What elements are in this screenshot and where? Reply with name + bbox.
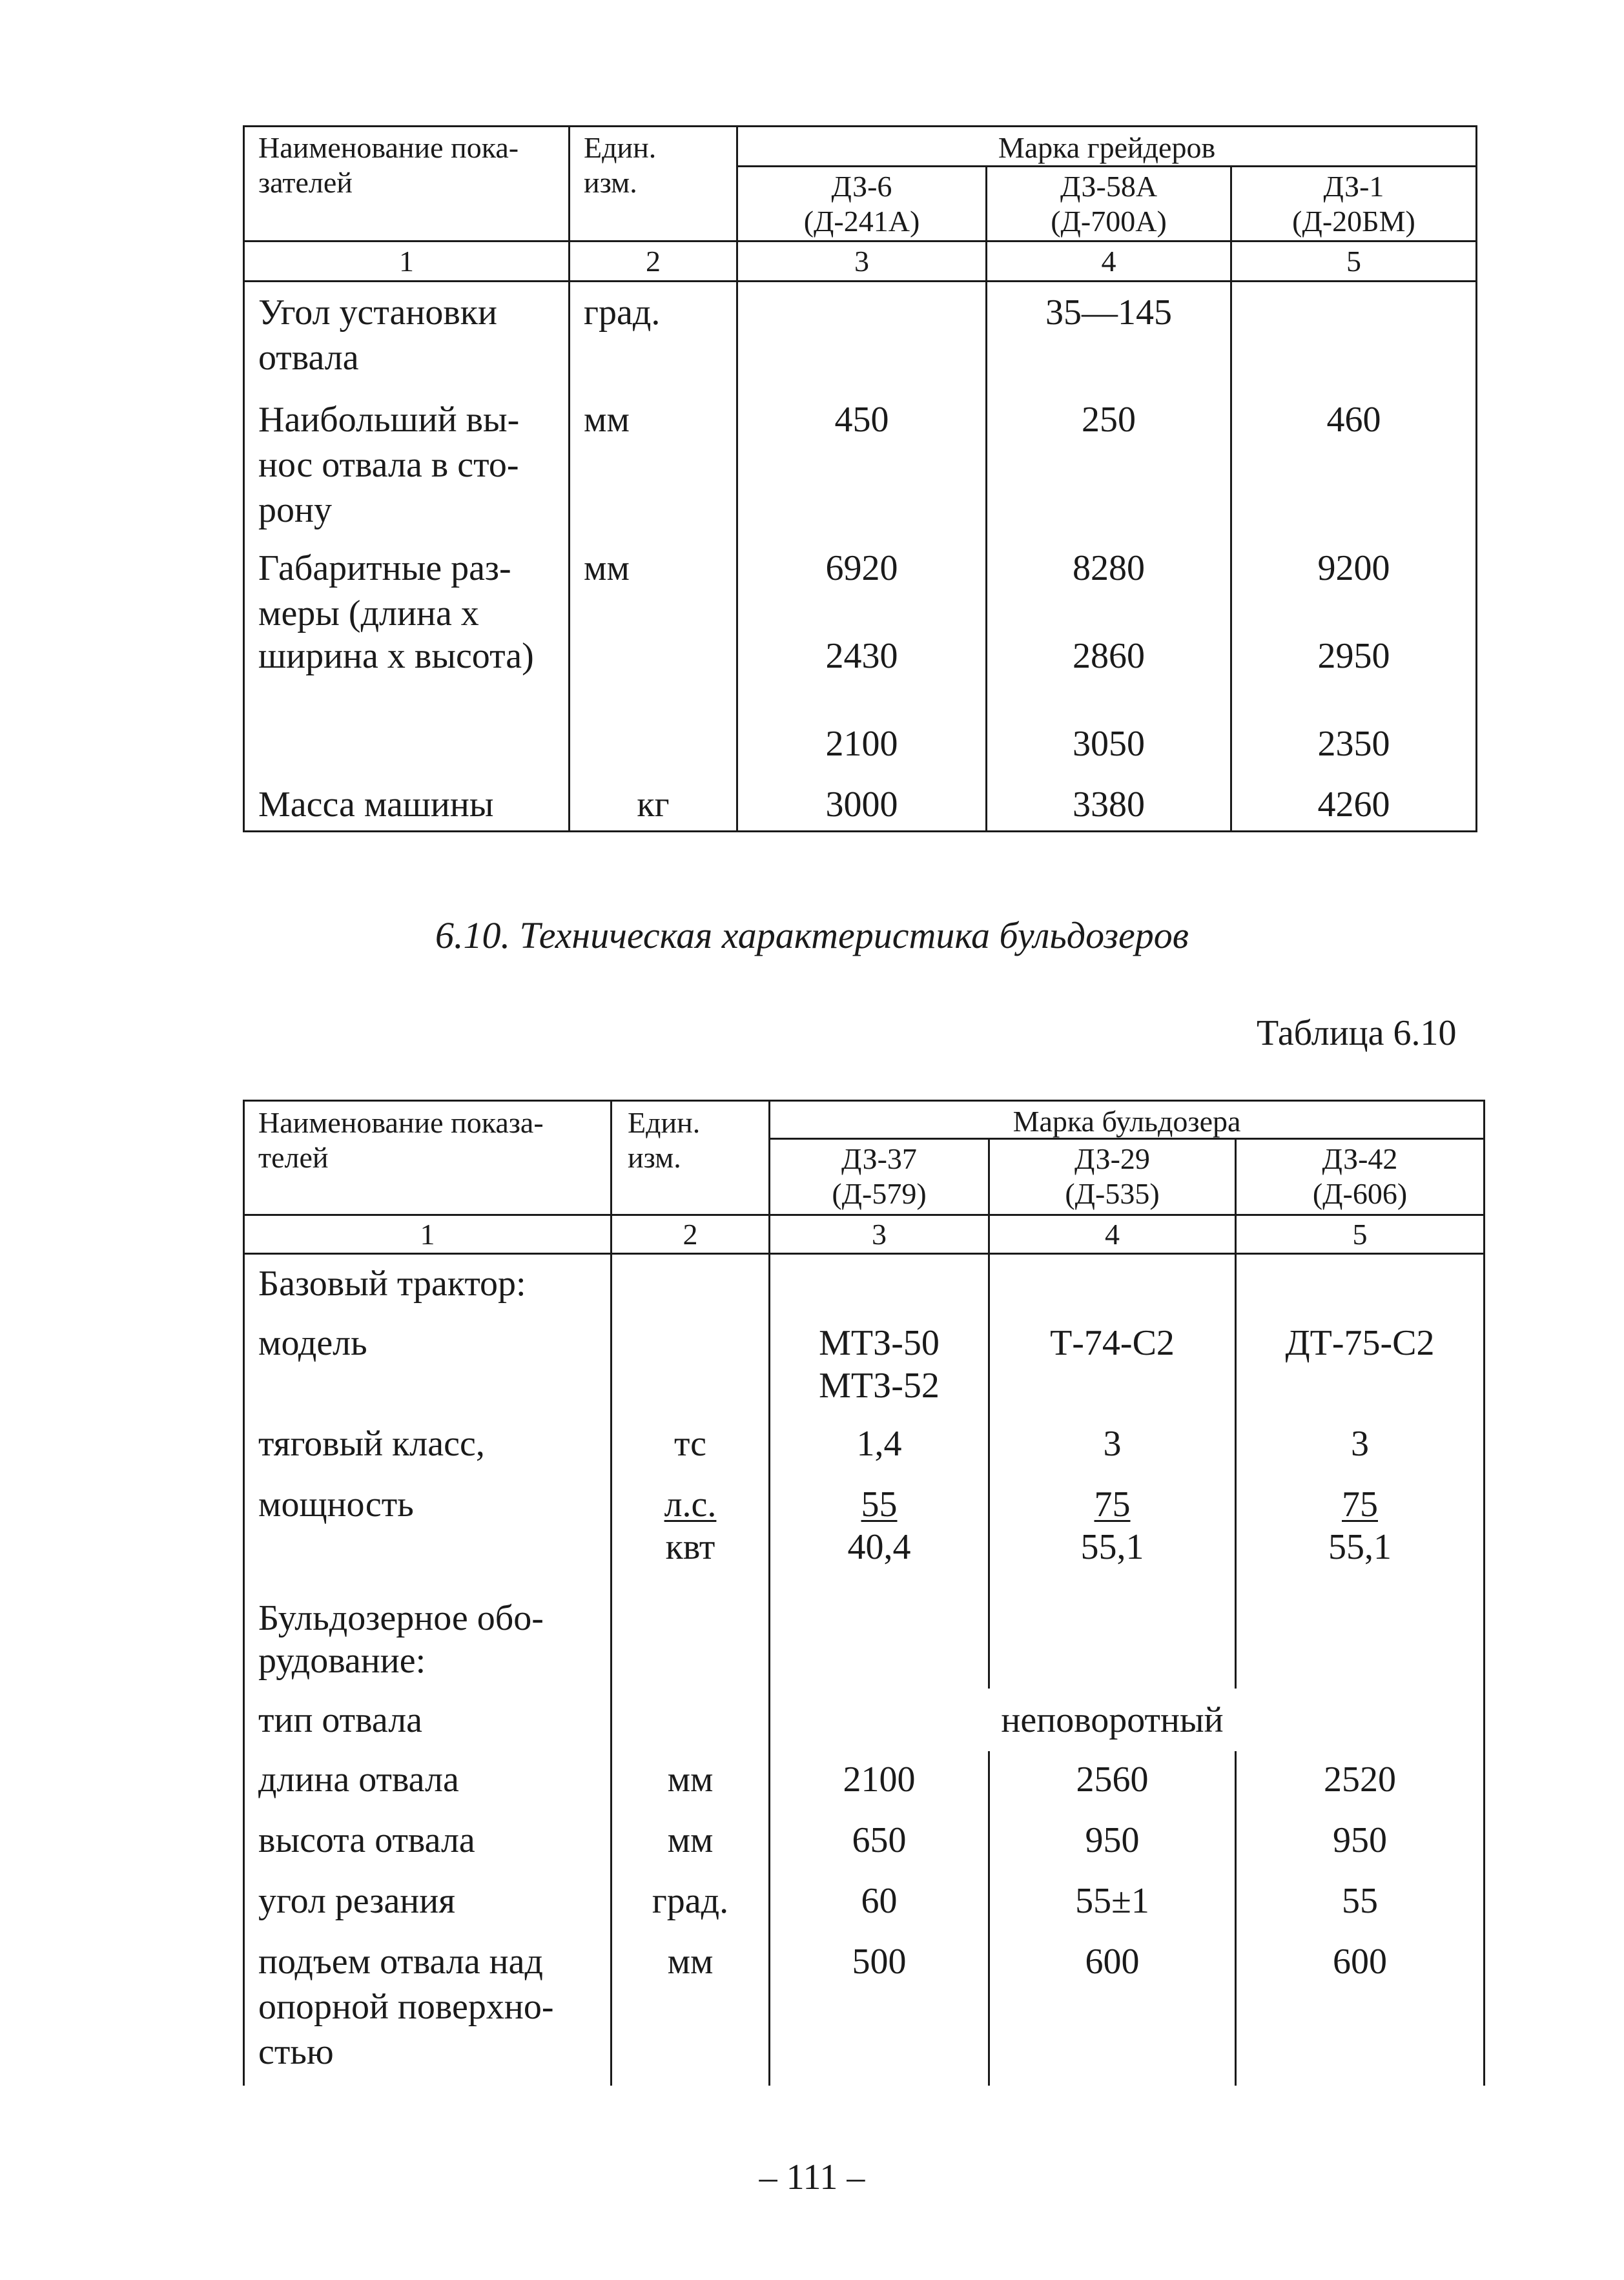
cell-value: 2100: [825, 724, 898, 764]
brand-alt-model: (Д-579): [832, 1177, 927, 1210]
brand-model: ДЗ-1: [1323, 170, 1384, 203]
brand-model: ДЗ-29: [1074, 1142, 1150, 1175]
row-name: угол резания: [258, 1881, 455, 1921]
row-name: Базовый трактор:: [258, 1264, 526, 1304]
cell-value: 2520: [1324, 1760, 1396, 1800]
cell-value: 2350: [1317, 724, 1390, 764]
page-number: – 111 –: [759, 2157, 865, 2197]
row-name: меры (длина х: [258, 593, 479, 633]
cell-value: 650: [852, 1820, 907, 1860]
brand-alt-model: (Д-20БМ): [1292, 205, 1415, 238]
cell-value: МТЗ-52: [819, 1366, 940, 1406]
column-number: 3: [872, 1218, 887, 1251]
column-number: 4: [1101, 245, 1116, 278]
column-number: 3: [854, 245, 869, 278]
cell-value: 950: [1333, 1820, 1387, 1860]
unit-fraction-top: л.с.: [664, 1484, 717, 1525]
cell-value-hp: 75: [1342, 1484, 1378, 1525]
cell-value: 55±1: [1075, 1881, 1149, 1921]
unit-header-line: Един.: [628, 1106, 701, 1139]
cell-value: 3050: [1073, 724, 1145, 764]
brand-alt-model: (Д-241А): [803, 205, 920, 238]
value-cell: [990, 1486, 1235, 1523]
value-cell: [1237, 1486, 1483, 1523]
unit-header-line: изм.: [628, 1141, 681, 1174]
merged-value: неповоротный: [1001, 1700, 1224, 1740]
unit-header-line: Един.: [584, 131, 657, 164]
cell-value: МТЗ-50: [819, 1323, 940, 1363]
unit-cell: [612, 1486, 768, 1523]
cell-value-kw: 55,1: [1328, 1527, 1392, 1567]
brand-model: ДЗ-37: [841, 1142, 917, 1175]
indicator-header-line: Наименование пока-: [258, 131, 519, 164]
cell-value: 3380: [1073, 785, 1145, 825]
row-name: Угол установки: [258, 293, 497, 333]
row-unit: тс: [673, 1424, 706, 1464]
cell-value: 450: [834, 400, 889, 440]
brand-group-header: Марка бульдозера: [1012, 1105, 1241, 1138]
cell-value: 2860: [1073, 636, 1145, 676]
cell-value: 4260: [1317, 785, 1390, 825]
row-unit: мм: [667, 1820, 714, 1860]
brand-group-header: Марка грейдеров: [998, 131, 1216, 164]
column-number: 5: [1346, 245, 1361, 278]
brand-model: ДЗ-58А: [1060, 170, 1158, 203]
row-name: мощность: [258, 1484, 414, 1525]
row-name: отвала: [258, 338, 359, 378]
row-name: стью: [258, 2032, 334, 2072]
cell-value: 500: [852, 1942, 907, 1982]
merged-value: 35—145: [1045, 293, 1172, 333]
cell-value: 55: [1342, 1881, 1378, 1921]
row-unit: мм: [667, 1942, 714, 1982]
cell-value: 3000: [825, 785, 898, 825]
section-caption: 6.10. Техническая характеристика бульдозеров: [435, 914, 1189, 956]
row-unit: кг: [637, 785, 670, 825]
row-name: Бульдозерное обо-: [258, 1598, 544, 1638]
cell-value-kw: 40,4: [847, 1527, 911, 1567]
indicator-header-line: телей: [258, 1141, 329, 1174]
cell-value: 9200: [1317, 548, 1390, 588]
cell-value: 1,4: [856, 1424, 902, 1464]
cell-value: 950: [1085, 1820, 1140, 1860]
column-number: 1: [420, 1218, 435, 1251]
brand-model: ДЗ-6: [831, 170, 892, 203]
cell-value-hp: 75: [1094, 1484, 1131, 1525]
column-number: 2: [683, 1218, 698, 1251]
cell-value: 60: [861, 1881, 898, 1921]
row-name: Габаритные раз-: [258, 548, 511, 588]
cell-value: 2430: [825, 636, 898, 676]
indicator-header-line: Наименование показа-: [258, 1106, 544, 1139]
cell-value: 600: [1085, 1942, 1140, 1982]
row-unit: град.: [652, 1881, 729, 1921]
unit-header-line: изм.: [584, 166, 637, 199]
row-name: тип отвала: [258, 1700, 422, 1740]
cell-value: 8280: [1073, 548, 1145, 588]
cell-value: 3: [1103, 1424, 1122, 1464]
brand-alt-model: (Д-606): [1312, 1177, 1408, 1210]
row-name: Масса машины: [258, 785, 494, 825]
value-cell: [770, 1486, 988, 1523]
row-name: модель: [258, 1323, 367, 1363]
row-name: рудование:: [258, 1641, 426, 1681]
cell-value: Т-74-С2: [1050, 1323, 1175, 1363]
column-number: 4: [1105, 1218, 1120, 1251]
brand-alt-model: (Д-535): [1065, 1177, 1160, 1210]
row-name: опорной поверхно-: [258, 1987, 554, 2027]
row-name: длина отвала: [258, 1760, 459, 1800]
column-number: 5: [1352, 1218, 1368, 1251]
row-unit: мм: [584, 548, 630, 588]
brand-model: ДЗ-42: [1322, 1142, 1398, 1175]
row-name: рону: [258, 490, 332, 530]
row-name: Наибольший вы-: [258, 400, 520, 440]
column-number: 2: [646, 245, 661, 278]
cell-value: ДТ-75-С2: [1285, 1323, 1435, 1363]
cell-value: 2950: [1317, 636, 1390, 676]
row-name: подъем отвала над: [258, 1942, 543, 1982]
brand-alt-model: (Д-700А): [1051, 205, 1167, 238]
row-unit: мм: [667, 1760, 714, 1800]
row-name: ширина х высота): [258, 636, 534, 676]
cell-value: 6920: [825, 548, 898, 588]
row-name: нос отвала в сто-: [258, 445, 519, 485]
cell-value-hp: 55: [861, 1484, 898, 1525]
row-name: тяговый класс,: [258, 1424, 485, 1464]
cell-value: 250: [1082, 400, 1136, 440]
unit-fraction-bottom: квт: [665, 1527, 715, 1567]
cell-value: 600: [1333, 1942, 1387, 1982]
cell-value-kw: 55,1: [1080, 1527, 1144, 1567]
cell-value: 460: [1326, 400, 1381, 440]
row-name: высота отвала: [258, 1820, 475, 1860]
table-label: Таблица 6.10: [1257, 1013, 1457, 1053]
cell-value: 2560: [1076, 1760, 1149, 1800]
indicator-header-line: зателей: [258, 166, 353, 199]
cell-value: 2100: [843, 1760, 916, 1800]
cell-value: 3: [1351, 1424, 1369, 1464]
row-unit: град.: [584, 293, 661, 333]
row-unit: мм: [584, 400, 630, 440]
column-number: 1: [399, 245, 414, 278]
